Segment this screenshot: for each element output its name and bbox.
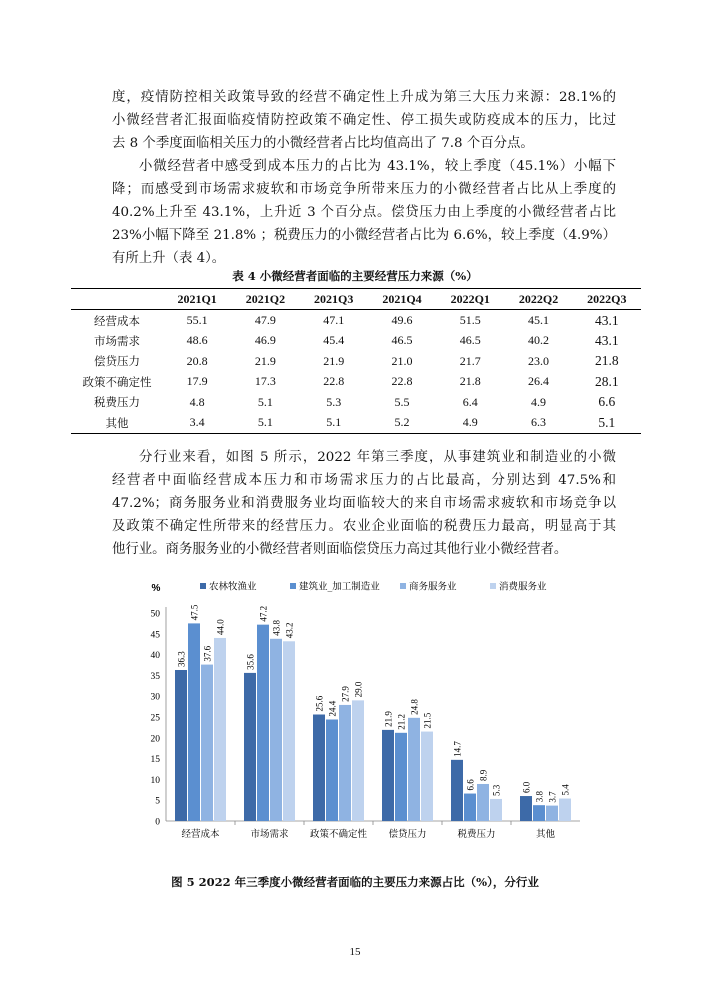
table-column-header: 2021Q2 [245,291,286,306]
table-column-header: 2022Q3 [587,291,627,306]
table-cell: 4.9 [462,415,478,430]
data-label: 21.2 [396,714,407,730]
table-cell: 45.1 [528,313,550,328]
y-tick-label: 15 [150,755,160,766]
y-tick-label: 40 [150,651,160,662]
table-cell: 17.9 [186,374,208,389]
text-line: 分行业来看，如图 5 所示，2022 年第三季度，从事建筑业和制造业的小微 [139,450,616,465]
x-category-label: 税费压力 [457,829,496,840]
data-label: 29.0 [353,681,364,698]
y-axis-label: % [151,583,161,594]
table-header-row [71,289,641,310]
table-cell: 46.5 [459,333,481,348]
table-cell: 23.0 [528,353,550,368]
bar [559,799,571,821]
table-cell: 6.4 [462,394,478,409]
y-tick-label: 20 [150,734,160,745]
bar [352,700,364,821]
table-row-label: 经营成本 [94,313,140,328]
text-line: 经营者中面临经营成本压力和市场需求压力的占比最高，分别达到 47.5%和 [112,473,616,488]
table-column-header: 2021Q1 [177,291,217,306]
text-line: 降；而感受到市场需求疲软和市场竞争所带来压力的小微经营者占比从上季度的 [112,182,616,197]
data-label: 35.6 [245,654,256,670]
x-category-label: 政策不确定性 [309,829,368,840]
legend-label: 商务服务业 [409,581,457,593]
table-row [71,412,641,433]
text-line: 度，疫情防控相关政策导致的经营不确定性上升成为第三大压力来源：28.1%的 [112,90,616,105]
bar [464,794,476,821]
y-tick-label: 45 [150,630,160,641]
table-cell: 21.8 [459,374,481,389]
table-cell: 4.9 [531,394,547,409]
table-cell: 40.2 [528,333,550,348]
data-label: 47.2 [258,605,269,622]
text-line: 有所上升（表 4）。 [112,251,226,266]
paragraph-3 [112,446,616,561]
text-line: 去 8 个季度面临相关压力的小微经营者占比均值高出了 7.8 个百分点。 [112,136,534,151]
data-label: 21.5 [422,712,433,729]
data-label: 37.6 [202,645,213,662]
table-row-label: 市场需求 [94,333,140,348]
table-cell: 55.1 [186,313,208,328]
bar [257,625,269,821]
table-cell: 21.9 [254,353,276,368]
data-label: 3.8 [534,790,545,803]
data-label: 43.2 [284,622,295,639]
table-cell: 43.1 [595,332,619,348]
bar [244,673,256,821]
legend-swatch [200,583,206,589]
table-corner-cell [71,289,163,310]
legend-swatch [490,583,496,589]
x-category-label: 经营成本 [181,829,220,840]
table-cell: 51.5 [459,313,481,328]
data-label: 25.6 [314,695,325,712]
table-row [71,351,641,371]
y-tick-label: 0 [155,817,160,828]
bar [451,760,463,821]
data-label: 24.4 [327,700,338,717]
data-label: 24.8 [409,699,420,715]
bar [214,638,226,821]
data-label: 47.5 [189,604,200,621]
table-column-header: 2021Q4 [382,291,422,306]
bar [382,730,394,821]
table-cell: 5.2 [394,415,410,430]
pressure-source-table [71,288,641,434]
data-label: 44.0 [215,619,226,635]
page-number: 15 [349,946,361,958]
table-cell: 46.9 [254,333,276,348]
x-category-label: 其他 [535,829,556,840]
table-cell: 47.9 [254,313,276,328]
table-cell: 46.5 [391,333,413,348]
table-cell: 5.3 [326,394,342,409]
table-row-label: 政策不确定性 [82,374,152,389]
text-line: 小微经营者汇报面临疫情防控政策不确定性、停工损失或防疫成本的压力，比过 [112,113,616,128]
table-cell: 43.1 [595,312,619,328]
data-label: 3.7 [547,791,558,803]
data-label: 36.3 [176,651,187,667]
table-cell: 6.6 [598,394,616,410]
y-tick-label: 30 [150,692,160,703]
text-line: 47.2%；商务服务业和消费服务业均面临较大的来自市场需求疲软和市场竞争以 [112,496,616,511]
table-cell: 5.1 [326,415,342,430]
text-line: 及政策不确定性所带来的经营压力。农业企业面临的税费压力最高，明显高于其 [112,519,616,534]
table-cell: 28.1 [595,373,619,389]
bar [421,732,433,821]
table-cell: 6.3 [531,415,547,430]
table-column-header: 2022Q2 [518,291,559,306]
y-tick-label: 50 [150,609,160,620]
text-line: 小微经营者中感受到成本压力的占比为 43.1%，较上季度（45.1%）小幅下 [139,159,616,174]
table-row [71,310,641,331]
data-label: 6.6 [465,779,476,791]
data-label: 43.8 [271,620,282,636]
figure-caption: 图 5 2022 年三季度小微经营者面临的主要压力来源占比（%），分行业 [171,875,539,889]
legend-label: 农林牧渔业 [209,581,257,593]
table-cell: 22.8 [391,374,413,389]
table-row [71,392,641,412]
legend-label: 消费服务业 [499,581,547,593]
data-label: 14.7 [452,741,463,757]
table-row [71,331,641,351]
table-cell: 48.6 [186,333,208,348]
table-cell: 45.4 [323,333,345,348]
table-cell: 47.1 [323,313,345,328]
text-line: 他行业。商务服务业的小微经营者则面临偿贷压力高过其他行业小微经营者。 [112,542,568,557]
table-column-header: 2021Q3 [314,291,354,306]
x-category-label: 市场需求 [250,829,289,840]
table-cell: 49.6 [391,313,413,328]
bar-chart-svg [138,575,588,860]
table-row-label: 其他 [105,415,129,430]
text-line: 23%小幅下降至 21.8% ；税费压力的小微经营者占比为 6.6%，较上季度（4.9%） [112,228,616,243]
table-cell: 3.4 [189,415,205,430]
table-column-header: 2022Q1 [450,291,490,306]
table-cell: 21.0 [391,353,413,368]
bar [201,665,213,821]
legend-swatch [400,583,406,589]
bar [408,718,420,821]
data-label: 27.9 [340,686,351,702]
table-cell: 26.4 [528,374,550,389]
table-cell: 20.8 [186,353,208,368]
legend-swatch [290,583,296,589]
bar [313,715,325,821]
table-row [71,372,641,392]
bar [283,641,295,821]
x-category-label: 偿贷压力 [388,829,427,840]
bar [477,784,489,821]
y-tick-label: 5 [155,796,160,807]
table-cell: 5.1 [257,415,273,430]
table-cell: 17.3 [254,374,276,389]
table-title: 表 4 小微经营者面临的主要经营压力来源（%） [232,269,478,283]
data-label: 21.9 [383,711,394,727]
data-label: 5.3 [491,784,502,796]
data-label: 6.0 [521,781,532,794]
table-cell: 21.8 [595,353,619,369]
bar [339,705,351,821]
bar [546,806,558,821]
table-cell: 4.8 [189,394,205,409]
table-row-label: 税费压力 [94,395,140,410]
data-label: 5.4 [560,784,571,796]
bar [175,670,187,821]
bar [188,623,200,821]
table-cell: 5.5 [394,394,410,409]
table-cell: 5.1 [598,414,616,430]
data-label: 8.9 [478,769,489,781]
bar [326,719,338,821]
bar [395,733,407,821]
bar [270,639,282,821]
table-cell: 21.7 [459,353,481,368]
paragraph-1 [112,86,616,155]
bar [490,799,502,821]
industry-pressure-chart [138,575,588,860]
table-cell: 21.9 [323,353,345,368]
y-tick-label: 10 [150,775,160,786]
table-cell: 5.1 [257,394,273,409]
bar [520,796,532,821]
text-line: 40.2%上升至 43.1%，上升近 3 个百分点。偿贷压力由上季度的小微经营者占比 [112,205,616,220]
table-row-label: 偿贷压力 [94,354,140,369]
y-tick-label: 25 [150,713,160,724]
table-cell: 22.8 [323,374,345,389]
bar [533,805,545,821]
legend-label: 建筑业_加工制造业 [299,581,380,593]
y-tick-label: 35 [150,671,160,682]
paragraph-2 [112,155,616,270]
